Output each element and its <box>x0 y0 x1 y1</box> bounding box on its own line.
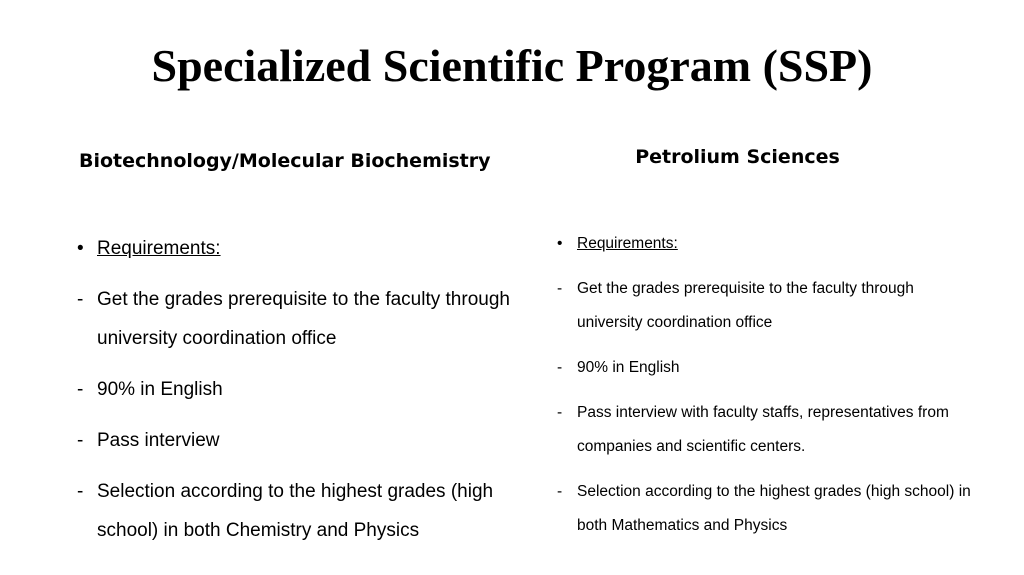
list-item-text: Pass interview with faculty staffs, representatives from companies and scientific centers. <box>577 404 949 455</box>
list-item-text: 90% in English <box>577 359 680 376</box>
list-item-text: Get the grades prerequisite to the faculty through university coordination office <box>577 280 914 331</box>
requirements-label: Requirements: <box>97 238 221 259</box>
dash-marker: - <box>77 289 84 310</box>
list-item-text: Get the grades prerequisite to the faculty through university coordination office <box>97 289 510 349</box>
list-item <box>557 227 977 261</box>
list-item <box>557 396 977 464</box>
right-column-heading: Petrolium Sciences <box>635 146 840 168</box>
dash-marker: - <box>557 404 563 421</box>
slide-title: Specialized Scientific Program (SSP) <box>151 40 873 91</box>
list-item <box>557 272 977 340</box>
dash-marker: - <box>77 481 84 502</box>
right-requirements-list <box>557 227 977 554</box>
list-item <box>77 229 517 268</box>
left-column-heading: Biotechnology/Molecular Biochemistry <box>79 150 491 172</box>
list-item-text: Selection according to the highest grades (high school) in both Chemistry and Physics <box>97 481 494 541</box>
list-item-text: 90% in English <box>97 379 223 400</box>
left-requirements-list <box>77 229 517 562</box>
list-item <box>557 351 977 385</box>
list-item <box>77 280 517 358</box>
bullet-marker: • <box>557 235 563 252</box>
bullet-marker: • <box>77 238 84 259</box>
list-item <box>77 472 517 550</box>
list-item-text: Selection according to the highest grades (high school) in both Mathematics and Physics <box>577 483 971 534</box>
dash-marker: - <box>557 483 563 500</box>
list-item <box>77 421 517 460</box>
dash-marker: - <box>77 430 84 451</box>
list-item <box>77 370 517 409</box>
dash-marker: - <box>557 359 563 376</box>
list-item-text: Pass interview <box>97 430 220 451</box>
dash-marker: - <box>77 379 84 400</box>
requirements-label: Requirements: <box>577 235 678 252</box>
list-item <box>557 475 977 543</box>
dash-marker: - <box>557 280 563 297</box>
